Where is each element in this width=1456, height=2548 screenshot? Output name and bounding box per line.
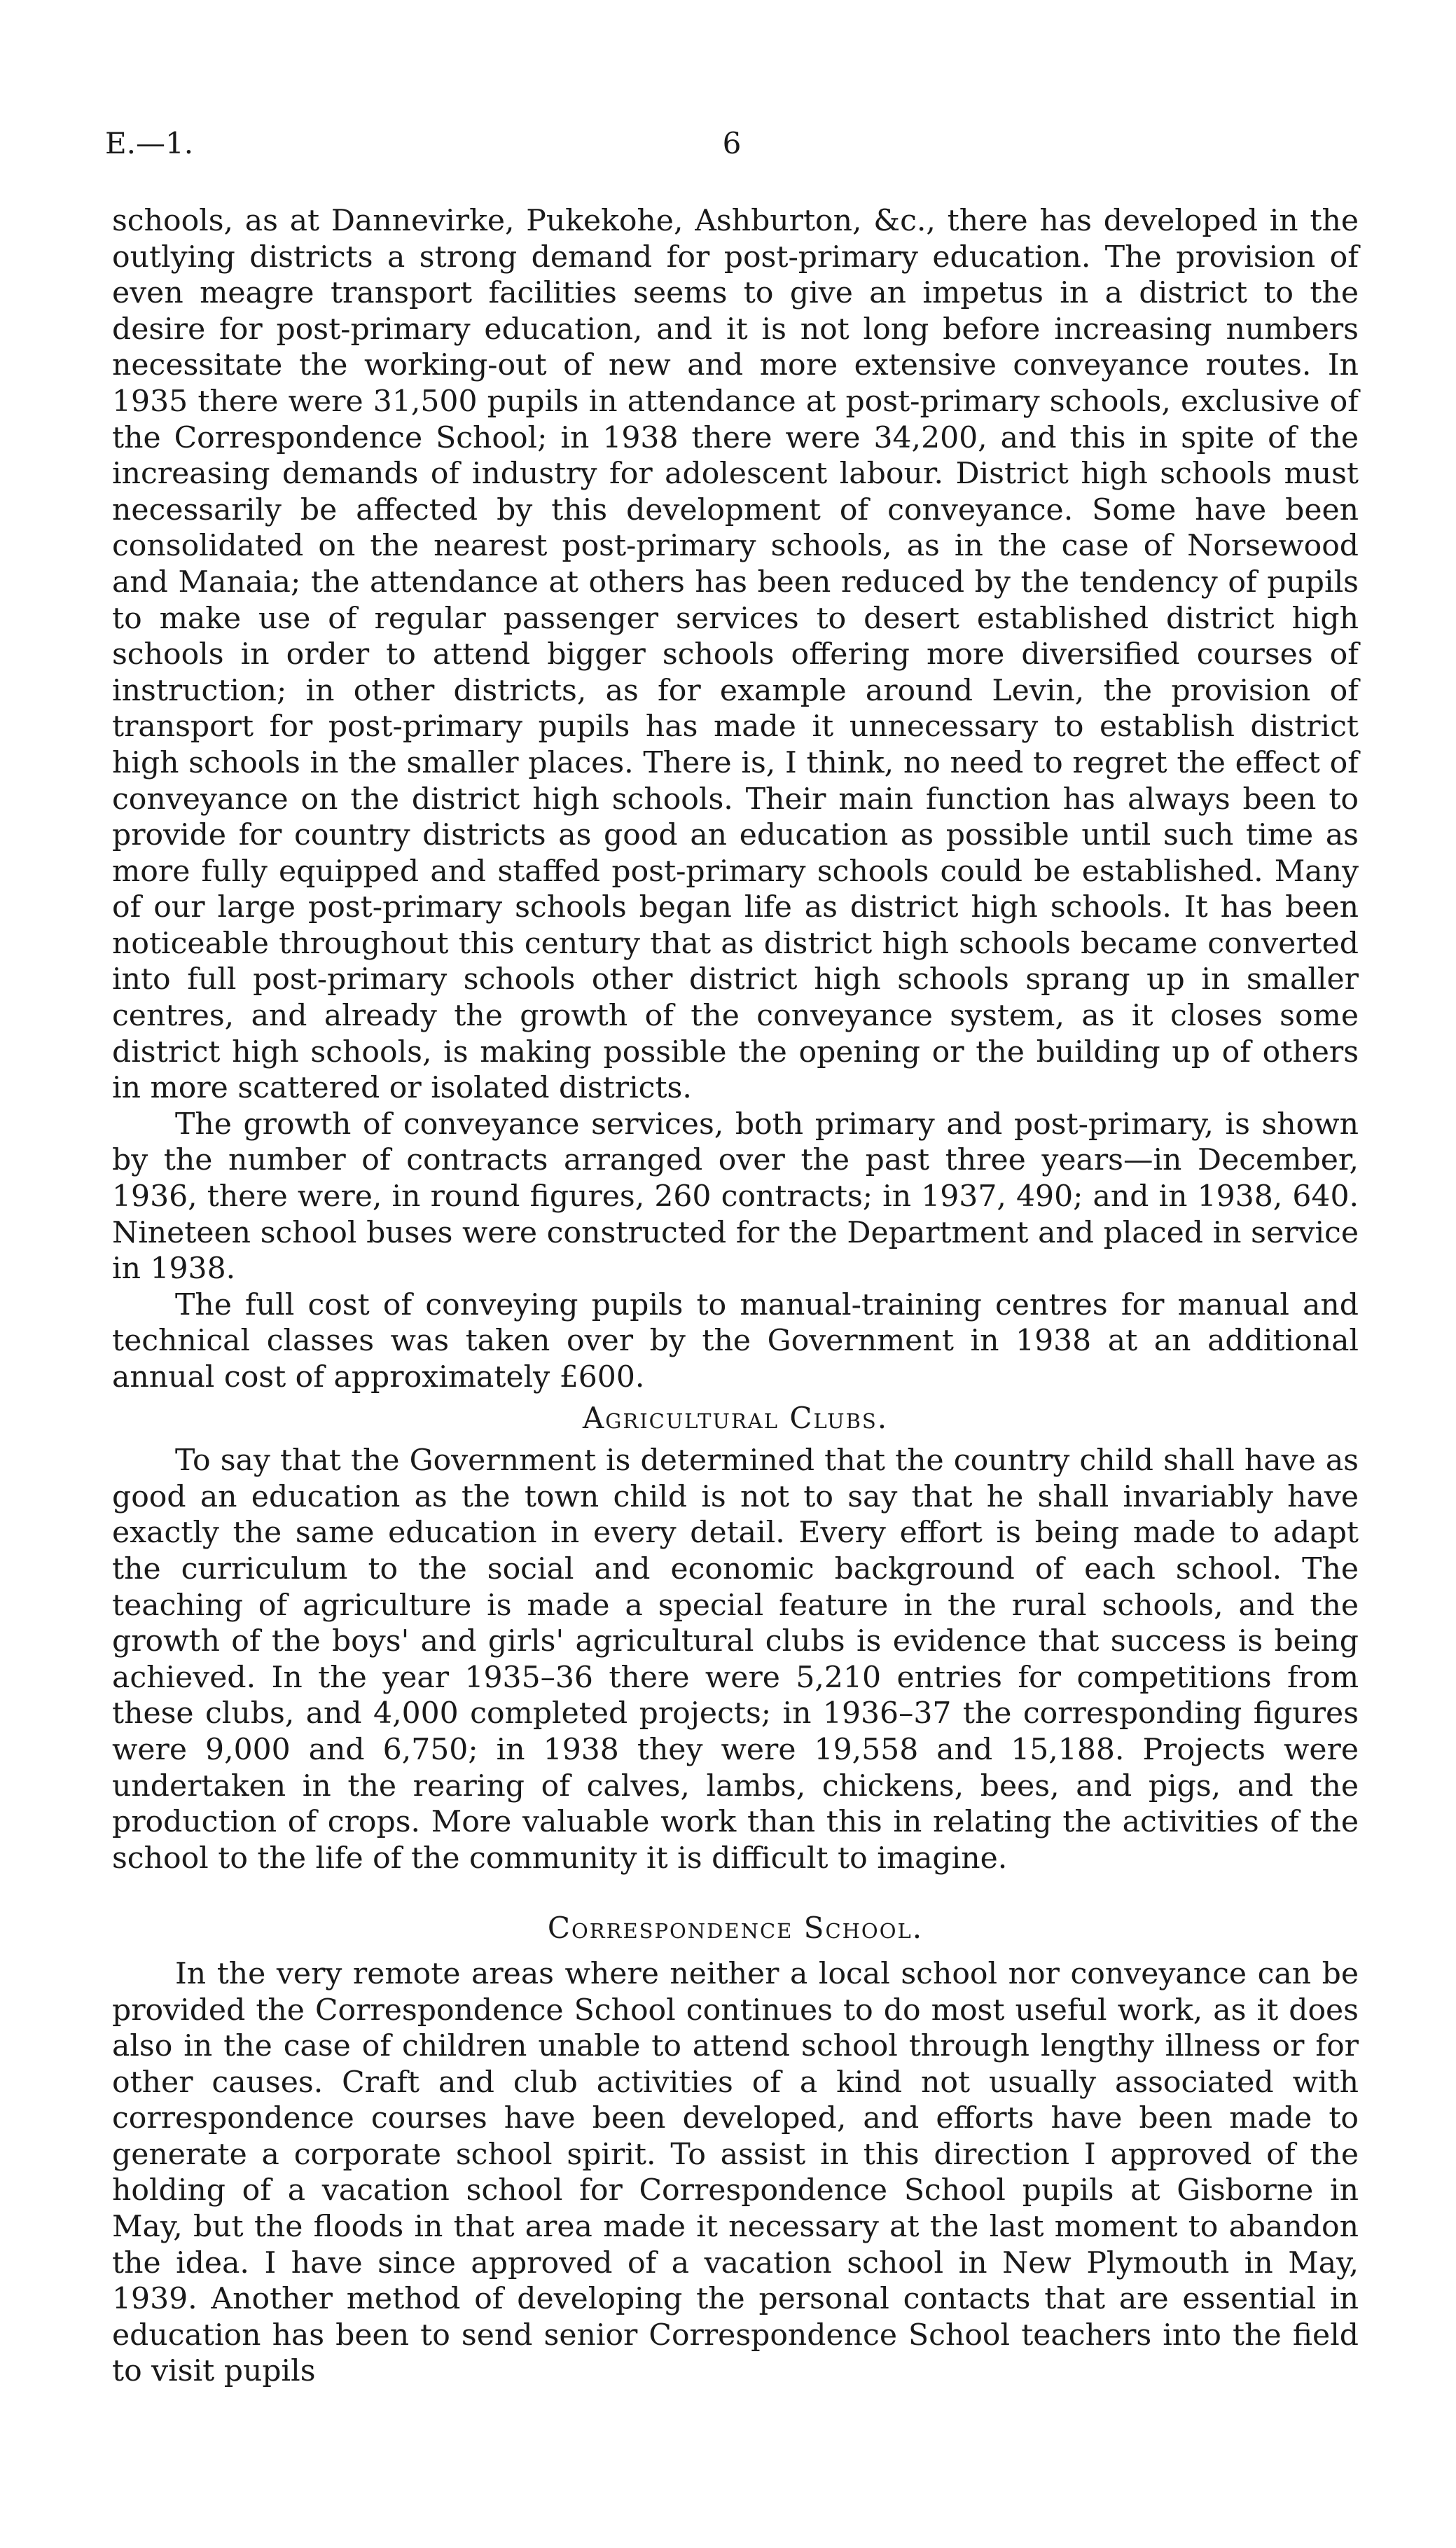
paragraph-manual-training-cost: The full cost of conveying pupils to manual-training centres for manual and technical classes was taken over by the Government in 1938 at an additional annual cost of approximately £600. xyxy=(112,1287,1359,1394)
page-header xyxy=(105,126,1359,168)
section-heading-agricultural-clubs: Agricultural Clubs. xyxy=(582,1400,889,1435)
paragraph-conveyance-continued: schools, as at Dannevirke, Pukekohe, Ashburton, &c., there has developed in the outlying districts a strong demand for post-primary education. The provision of even meagre transport facilities seems to give an impetus in a district to the desire for post-primary education, and it is not long before increasing numbers necessitate the working-out of new and more extensive conveyance routes. In 1935 there were 31,500 pupils in attendance at post-primary schools, exclusive of the Correspondence School; in 1938 there were 34,200, and this in spite of the increasing demands of industry for adolescent labour. District high schools must necessarily be affected by this development of conveyance. Some have been consolidated on the nearest post-primary schools, as in the case of Norsewood and Manaia; the attendance at others has been reduced by the tendency of pupils to make use of regular passenger services to desert established district high schools in order to attend bigger schools offering more diversified courses of instruction; in other districts, as for example around Levin, the provision of transport for post-primary pupils has made it unnecessary to establish district high schools in the smaller places. There is, I think, no need to regret the effect of conveyance on the district high schools. Their main function has always been to provide for country districts as good an education as possible until such time as more fully equipped and staffed post-primary schools could be established. Many of our large post-primary schools began life as district high schools. It has been noticeable throughout this century that as district high schools became converted into full post-primary schools other district high schools sprang up in smaller centres, and already the growth of the conveyance system, as it closes some district high schools, is making possible the opening or the building up of others in more scattered or isolated districts. xyxy=(112,204,1359,1106)
section-heading-correspondence-school: Correspondence School. xyxy=(547,1911,924,1946)
paragraph-correspondence-school: In the very remote areas where neither a local school nor conveyance can be provided the Correspondence School continues to do most useful work, as it does also in the case of children unable to attend school through lengthy illness or for other causes. Craft and club activities of a kind not usually associated with correspondence courses have been developed, and efforts have been made to generate a corporate school spirit. To assist in this direction I approved of the holding of a vacation school for Correspondence School pupils at Gisborne in May, but the floods in that area made it necessary at the last moment to abandon the idea. I have since approved of a vacation school in New Plymouth in May, 1939. Another method of developing the personal contacts that are essential in education has been to send senior Correspondence School teachers into the field to visit pupils xyxy=(112,1956,1359,2389)
paragraph-conveyance-growth: The growth of conveyance services, both primary and post-primary, is shown by the number of contracts arranged over the past three years—in December, 1936, there were, in round figures, 260 contracts; in 1937, 490; and in 1938, 640. Nineteen school buses were constructed for the Department and placed in service in 1938. xyxy=(112,1107,1359,1287)
body-text xyxy=(112,203,1359,2390)
document-reference: E.—1. xyxy=(105,126,194,160)
paragraph-agricultural-clubs: To say that the Government is determined that the country child shall have as good an education as the town child is not to say that he shall invariably have exactly the same education in every detail. Every effort is being made to adapt the curriculum to the social and economic background of each school. The teaching of agriculture is made a special feature in the rural schools, and the growth of the boys' and girls' agricultural clubs is evidence that success is being achieved. In the year 1935–36 there were 5,210 entries for competitions from these clubs, and 4,000 completed projects; in 1936–37 the corresponding figures were 9,000 and 6,750; in 1938 they were 19,558 and 15,188. Projects were undertaken in the rearing of calves, lambs, chickens, bees, and pigs, and the production of crops. More valuable work than this in relating the activities of the school to the life of the community it is difficult to imagine. xyxy=(112,1443,1359,1876)
page-number: 6 xyxy=(722,126,742,160)
